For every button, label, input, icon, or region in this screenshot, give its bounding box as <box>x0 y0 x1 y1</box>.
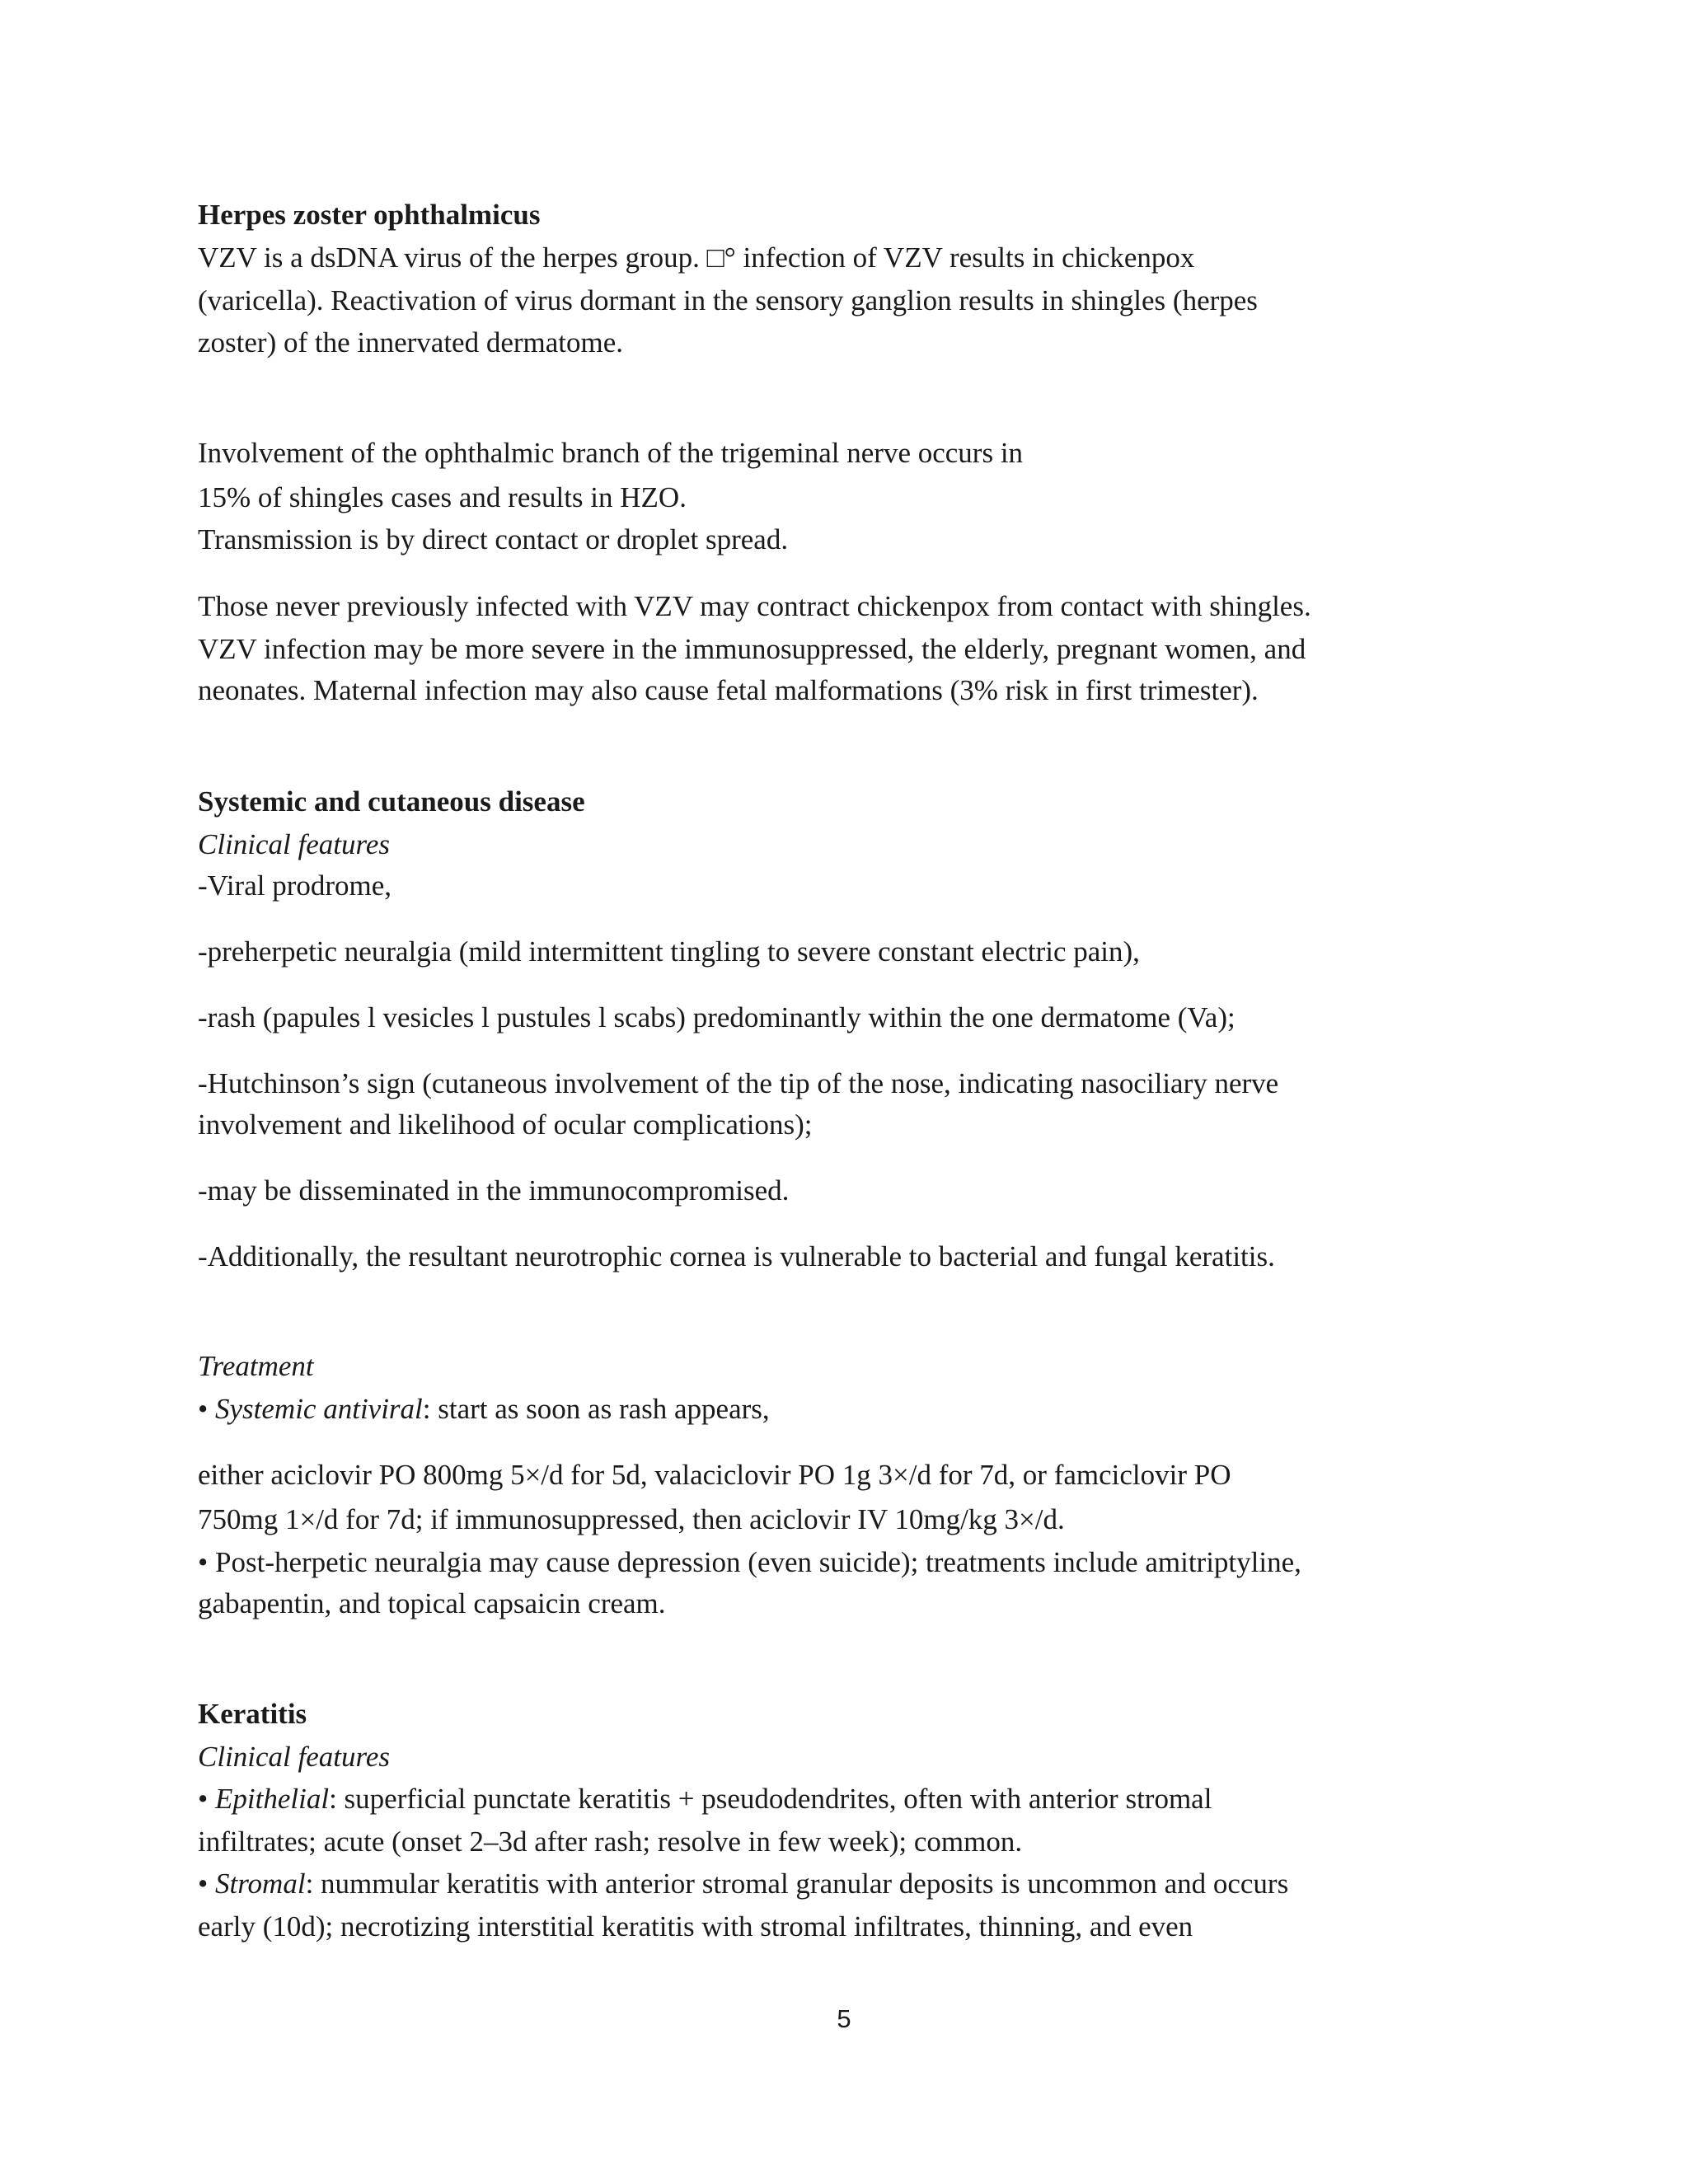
paragraph-line: 750mg 1×/d for 7d; if immunosuppressed, then aciclovir IV 10mg/kg 3×/d. <box>198 1503 1065 1535</box>
paragraph-line: Transmission is by direct contact or droplet spread. <box>198 523 789 555</box>
term-systemic-antiviral: Systemic antiviral <box>215 1393 423 1425</box>
paragraph-line: neonates. Maternal infection may also cause fetal malformations (3% risk in first trimester). <box>198 674 1259 706</box>
list-item: -may be disseminated in the immunocompromised. <box>198 1174 790 1207</box>
bullet-mark: • <box>198 1393 216 1425</box>
list-item: -rash (papules l vesicles l pustules l scabs) predominantly within the one dermatome (Va); <box>198 1001 1236 1033</box>
term-epithelial: Epithelial <box>215 1783 330 1815</box>
paragraph-line: infiltrates; acute (onset 2–3d after rash; resolve in few week); common. <box>198 1825 1023 1858</box>
section-heading-keratitis: Keratitis <box>198 1698 307 1730</box>
term-description: : start as soon as rash appears, <box>422 1393 770 1425</box>
subheading-clinical-features: Clinical features <box>198 828 390 860</box>
list-item: -preherpetic neuralgia (mild intermittent tingling to severe constant electric pain), <box>198 935 1140 968</box>
paragraph-line: • Post-herpetic neuralgia may cause depression (even suicide); treatments include amitriptyline, <box>198 1546 1301 1578</box>
list-item: -Hutchinson’s sign (cutaneous involvement of the tip of the nose, indicating nasociliary nerve <box>198 1067 1279 1099</box>
list-item: -Additionally, the resultant neurotrophic cornea is vulnerable to bacterial and fungal keratitis. <box>198 1240 1275 1272</box>
list-item: involvement and likelihood of ocular complications); <box>198 1108 813 1141</box>
subheading-clinical-features: Clinical features <box>198 1741 390 1773</box>
treatment-bullet <box>198 1394 770 1423</box>
paragraph-line: zoster) of the innervated dermatome. <box>198 326 624 359</box>
paragraph-line: early (10d); necrotizing interstitial keratitis with stromal infiltrates, thinning, and even <box>198 1910 1193 1943</box>
paragraph-line: Involvement of the ophthalmic branch of the trigeminal nerve occurs in <box>198 437 1024 469</box>
list-item: -Viral prodrome, <box>198 869 392 902</box>
paragraph-line: VZV is a dsDNA virus of the herpes group. □° infection of VZV results in chickenpox <box>198 241 1195 274</box>
subheading-treatment: Treatment <box>198 1350 314 1382</box>
page-number: 5 <box>837 2004 851 2033</box>
keratitis-bullet-epithelial <box>198 1784 1212 1813</box>
bullet-mark: • <box>198 1868 216 1900</box>
section-heading-systemic: Systemic and cutaneous disease <box>198 785 585 818</box>
paragraph-line: Those never previously infected with VZV may contract chickenpox from contact with shingles. <box>198 590 1311 622</box>
keratitis-bullet-stromal <box>198 1869 1288 1898</box>
term-description: : superficial punctate keratitis + pseudodendrites, often with anterior stromal <box>329 1783 1212 1815</box>
bullet-mark: • <box>198 1783 216 1815</box>
paragraph-line: either aciclovir PO 800mg 5×/d for 5d, valaciclovir PO 1g 3×/d for 7d, or famciclovir PO <box>198 1459 1231 1491</box>
section-heading-hzo: Herpes zoster ophthalmicus <box>198 199 541 231</box>
paragraph-line: (varicella). Reactivation of virus dormant in the sensory ganglion results in shingles (herpes <box>198 284 1258 316</box>
term-description: : nummular keratitis with anterior stromal granular deposits is uncommon and occurs <box>305 1868 1289 1900</box>
paragraph-line: 15% of shingles cases and results in HZO. <box>198 481 687 513</box>
term-stromal: Stromal <box>215 1868 306 1900</box>
paragraph-line: VZV infection may be more severe in the immunosuppressed, the elderly, pregnant women, and <box>198 633 1306 665</box>
paragraph-line: gabapentin, and topical capsaicin cream. <box>198 1587 666 1619</box>
